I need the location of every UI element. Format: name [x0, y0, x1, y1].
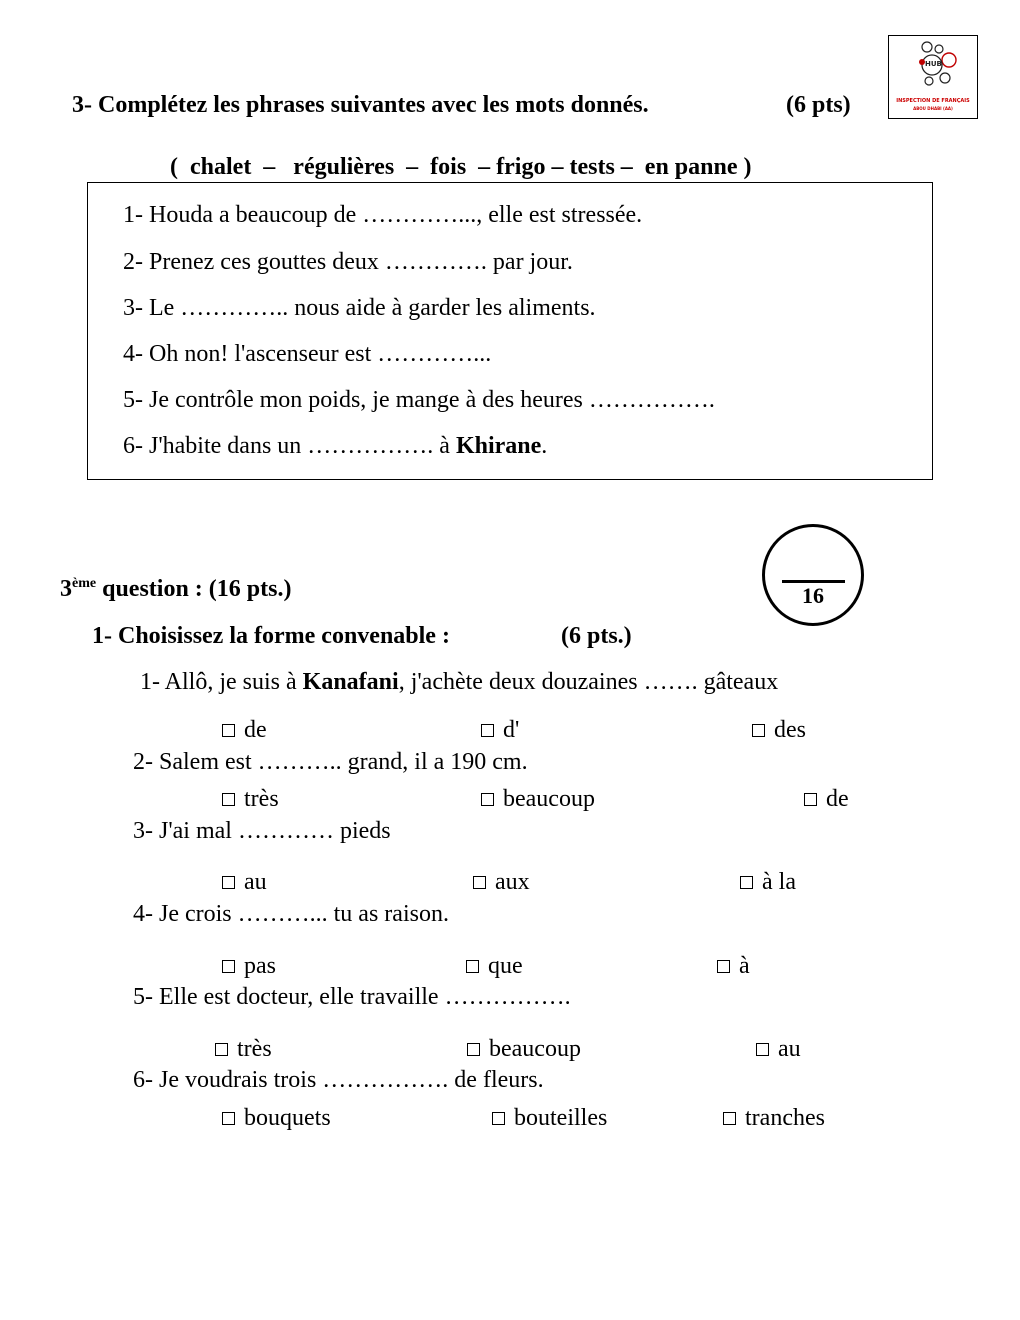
section3-title: 3- Complétez les phrases suivantes avec les mots donnés.: [72, 92, 649, 118]
sentence-2: 2- Prenez ces gouttes deux …………. par jour.: [123, 249, 573, 275]
option-label: bouquets: [244, 1105, 331, 1131]
checkbox-icon[interactable]: [723, 1112, 736, 1125]
option-label: d': [503, 717, 520, 743]
checkbox-icon[interactable]: [492, 1112, 505, 1125]
mcq-3-option-3[interactable]: [740, 869, 796, 896]
question3-number: 3: [60, 576, 72, 602]
mcq-6-option-3[interactable]: [723, 1105, 825, 1132]
mcq-1-option-3[interactable]: [752, 717, 806, 744]
option-label: de: [244, 717, 267, 743]
mcq-6-option-2[interactable]: [492, 1105, 607, 1132]
option-label: beaucoup: [503, 786, 595, 812]
mcq-2-option-2[interactable]: [481, 786, 595, 813]
mcq-5-option-3[interactable]: [756, 1036, 801, 1063]
checkbox-icon[interactable]: [467, 1043, 480, 1056]
logo-line1: INSPECTION DE FRANÇAIS: [896, 98, 970, 104]
sentence-1: 1- Houda a beaucoup de …………..., elle est stressée.: [123, 202, 643, 228]
sentence-6-after: .: [541, 433, 548, 459]
checkbox-icon[interactable]: [752, 724, 765, 737]
option-label: à: [739, 953, 750, 979]
option-label: très: [237, 1036, 272, 1062]
mcq-4-option-3[interactable]: [717, 953, 750, 980]
question3-sup: ème: [72, 576, 97, 591]
sentence-6-place: Khirane: [455, 433, 542, 459]
sentence-4: 4- Oh non! l'ascenseur est …………...: [123, 341, 492, 367]
mcq-2-option-1[interactable]: [222, 786, 279, 813]
option-label: aux: [495, 869, 530, 895]
logo-badge: HUB: [925, 60, 942, 68]
checkbox-icon[interactable]: [466, 960, 479, 973]
mcq-item-1: [140, 669, 778, 696]
section3-points: (6 pts): [786, 92, 851, 118]
mcq-6-option-1[interactable]: [222, 1105, 331, 1132]
mcq-5-option-1[interactable]: [215, 1036, 272, 1063]
score-value: 16: [802, 583, 824, 608]
mcq-5-option-2[interactable]: [467, 1036, 581, 1063]
option-label: très: [244, 786, 279, 812]
mcq-4-option-1[interactable]: [222, 953, 276, 980]
mcq-3-option-2[interactable]: [473, 869, 530, 896]
mcq-item-4: 4- Je crois ………... tu as raison.: [133, 901, 449, 927]
mcq-item-1-before: 1- Allô, je suis à: [140, 669, 303, 695]
sentence-5: 5- Je contrôle mon poids, je mange à des heures …………….: [123, 387, 715, 413]
mcq-3-option-1[interactable]: [222, 869, 267, 896]
checkbox-icon[interactable]: [222, 1112, 235, 1125]
logo-line2: ABOU DHABI (AA): [913, 106, 953, 111]
mcq-item-6: 6- Je voudrais trois ……………. de fleurs.: [133, 1067, 544, 1093]
option-label: bouteilles: [514, 1105, 608, 1131]
mcq-item-5: 5- Elle est docteur, elle travaille …………….: [133, 984, 571, 1010]
option-label: beaucoup: [489, 1036, 581, 1062]
checkbox-icon[interactable]: [756, 1043, 769, 1056]
checkbox-icon[interactable]: [717, 960, 730, 973]
inspection-logo: [888, 35, 978, 119]
checkbox-icon[interactable]: [222, 724, 235, 737]
option-label: tranches: [745, 1105, 825, 1131]
mcq-1-option-1[interactable]: [222, 717, 267, 744]
mcq-item-3: 3- J'ai mal ………… pieds: [133, 818, 391, 844]
option-label: pas: [244, 953, 276, 979]
checkbox-icon[interactable]: [481, 793, 494, 806]
checkbox-icon[interactable]: [804, 793, 817, 806]
option-label: des: [774, 717, 806, 743]
word-bank: ( chalet – régulières – fois – frigo – tests – en panne ): [170, 154, 752, 180]
mcq-2-option-3[interactable]: [804, 786, 849, 813]
checkbox-icon[interactable]: [473, 876, 486, 889]
sentence-3: 3- Le ………….. nous aide à garder les aliments.: [123, 295, 596, 321]
part1-points: (6 pts.): [561, 623, 632, 649]
checkbox-icon[interactable]: [222, 793, 235, 806]
option-label: au: [778, 1036, 801, 1062]
mcq-item-1-bold: Kanafani: [302, 669, 399, 695]
part1-title: 1- Choisissez la forme convenable :: [92, 623, 450, 649]
checkbox-icon[interactable]: [740, 876, 753, 889]
sentence-6: [123, 433, 547, 460]
checkbox-icon[interactable]: [481, 724, 494, 737]
option-label: que: [488, 953, 523, 979]
question3-heading: [60, 576, 291, 603]
sentence-6-before: 6- J'habite dans un ……………. à: [123, 433, 456, 459]
mcq-item-2: 2- Salem est ……….. grand, il a 190 cm.: [133, 749, 528, 775]
checkbox-icon[interactable]: [222, 960, 235, 973]
checkbox-icon[interactable]: [222, 876, 235, 889]
option-label: de: [826, 786, 849, 812]
mcq-1-option-2[interactable]: [481, 717, 519, 744]
checkbox-icon[interactable]: [215, 1043, 228, 1056]
option-label: au: [244, 869, 267, 895]
option-label: à la: [762, 869, 796, 895]
mcq-item-1-after: , j'achète deux douzaines ……. gâteaux: [398, 669, 779, 695]
mcq-4-option-2[interactable]: [466, 953, 523, 980]
score-circle: [762, 524, 864, 626]
question3-label: question : (16 pts.): [102, 576, 292, 602]
